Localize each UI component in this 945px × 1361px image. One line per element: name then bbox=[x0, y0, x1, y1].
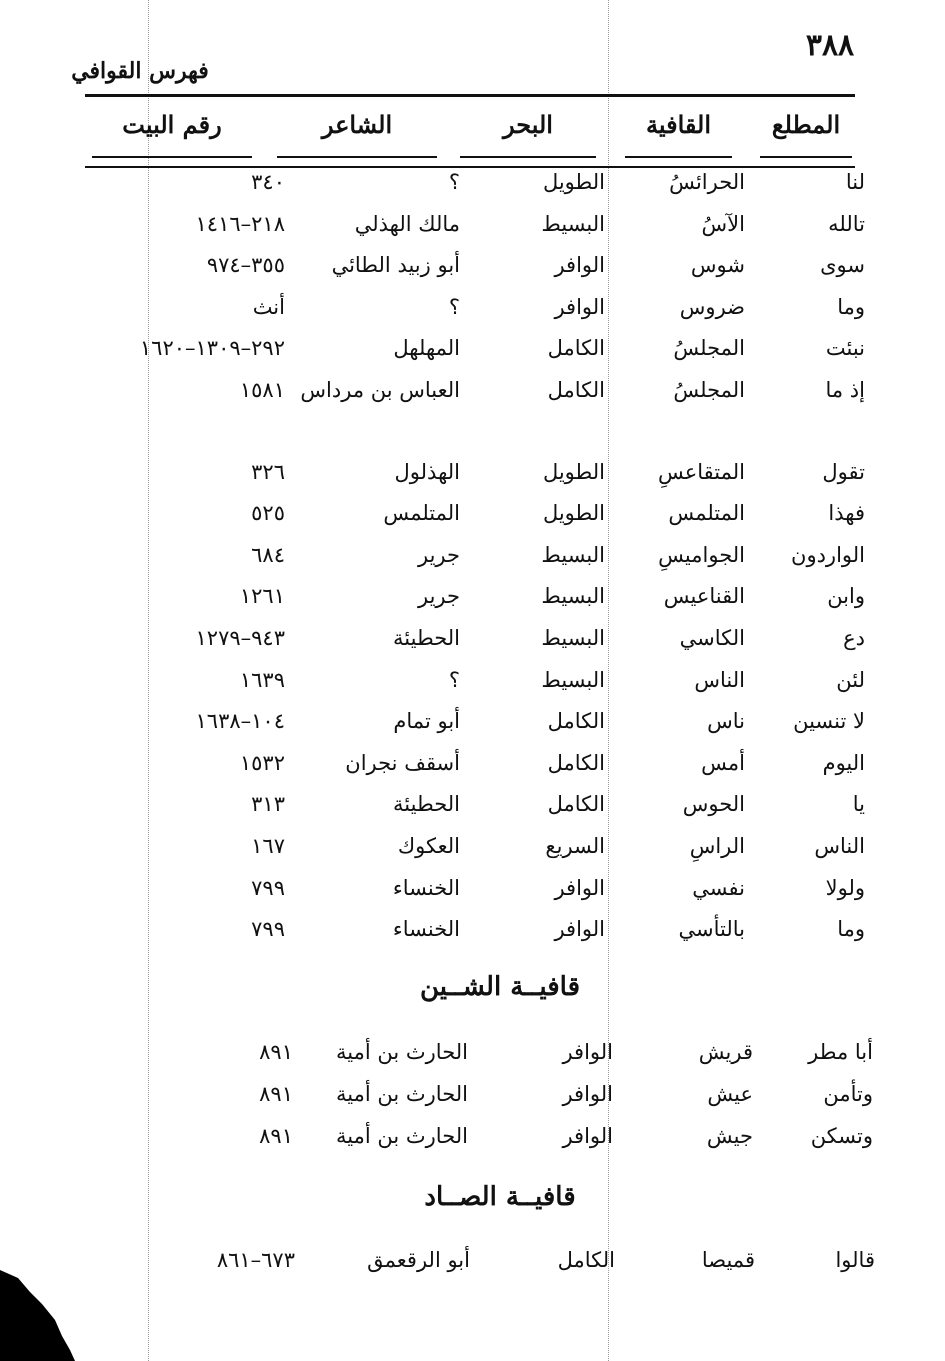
cell-shaer: جرير bbox=[418, 584, 460, 609]
table-row bbox=[0, 535, 945, 575]
cell-qafia: شوس bbox=[690, 253, 745, 278]
table-row bbox=[0, 162, 945, 202]
cell-bahr: الكامل bbox=[557, 1248, 615, 1272]
cell-bahr: البسيط bbox=[541, 542, 605, 567]
cell-raqm: ٣١٣ bbox=[251, 792, 285, 817]
cell-shaer: أبو الرقعمق bbox=[367, 1248, 470, 1272]
column-header-shaer: الشاعر bbox=[277, 110, 437, 150]
cell-qafia: الكاسي bbox=[679, 626, 745, 650]
table-row bbox=[0, 287, 945, 327]
cell-matla: نبئت bbox=[825, 336, 865, 361]
cell-qafia: الناس bbox=[694, 667, 745, 692]
cell-qafia: الحوس bbox=[682, 792, 745, 817]
cell-matla: تالله bbox=[828, 211, 865, 236]
cell-raqm: ١٠٤–١٦٣٨ bbox=[195, 709, 285, 734]
cell-qafia: المجلسُ bbox=[673, 336, 745, 361]
cell-bahr: الطويل bbox=[542, 501, 605, 526]
cell-shaer: الحارث بن أمية bbox=[336, 1040, 468, 1064]
cell-shaer: ؟ bbox=[448, 170, 460, 194]
cell-matla: تقول bbox=[822, 459, 865, 484]
column-header-bahr: البحر bbox=[460, 110, 596, 150]
cell-bahr: الكامل bbox=[547, 792, 605, 817]
cell-shaer: العباس بن مرداس bbox=[300, 378, 460, 402]
column-header-qafia: القافية bbox=[625, 110, 732, 150]
cell-bahr: الكامل bbox=[547, 709, 605, 734]
cell-raqm: ٨٩١ bbox=[259, 1124, 293, 1148]
cell-shaer: ؟ bbox=[448, 667, 460, 692]
cell-raqm: ٢٩٢–١٣٠٩–١٦٢٠ bbox=[139, 336, 285, 361]
cell-shaer: الحطيئة bbox=[393, 792, 460, 817]
cell-qafia: ناس bbox=[707, 709, 745, 734]
cell-matla: وتأمن bbox=[823, 1082, 873, 1106]
cell-bahr: الوافر bbox=[562, 1082, 613, 1106]
cell-matla: سوى bbox=[820, 253, 865, 278]
cell-qafia: قريش bbox=[698, 1040, 753, 1064]
cell-qafia: ضروس bbox=[679, 294, 745, 319]
cell-qafia: الجواميسِ bbox=[658, 542, 745, 567]
cell-matla: يا bbox=[852, 792, 865, 817]
cell-qafia: القناعيس bbox=[663, 584, 745, 609]
cell-shaer: أبو تمام bbox=[393, 709, 460, 734]
cell-raqm: ٧٩٩ bbox=[251, 875, 285, 900]
cell-shaer: المهلهل bbox=[393, 336, 460, 361]
section-title: قافيــة الصــاد bbox=[424, 1182, 576, 1212]
cell-bahr: البسيط bbox=[541, 211, 605, 236]
cell-shaer: ؟ bbox=[448, 294, 460, 319]
cell-matla: ولولا bbox=[825, 875, 865, 900]
cell-matla: فهذا bbox=[828, 501, 865, 526]
header-rule bbox=[85, 94, 855, 97]
cell-bahr: الكامل bbox=[547, 378, 605, 402]
cell-bahr: الوافر bbox=[554, 294, 605, 319]
cell-shaer: جرير bbox=[418, 542, 460, 567]
cell-raqm: ٩٤٣–١٢٧٩ bbox=[195, 626, 285, 650]
cell-bahr: الوافر bbox=[554, 253, 605, 278]
cell-bahr: الوافر bbox=[562, 1124, 613, 1148]
cell-raqm: ١٦٣٩ bbox=[239, 667, 285, 692]
cell-shaer: الحارث بن أمية bbox=[336, 1124, 468, 1148]
cell-matla: أبا مطر bbox=[808, 1040, 873, 1064]
cell-bahr: السريع bbox=[545, 834, 605, 858]
cell-qafia: الحرائسُ bbox=[669, 170, 745, 194]
running-title: فهرس القوافي bbox=[71, 58, 209, 84]
cell-matla: لنا bbox=[845, 170, 865, 194]
cell-bahr: الوافر bbox=[554, 875, 605, 900]
cell-shaer: الحارث بن أمية bbox=[336, 1082, 468, 1106]
cell-raqm: أنث bbox=[252, 294, 285, 319]
table-row bbox=[0, 701, 945, 741]
cell-raqm: ١٦٧ bbox=[251, 834, 285, 858]
cell-matla: لا تنسين bbox=[793, 709, 865, 734]
cell-matla: وابن bbox=[827, 584, 865, 609]
table-row bbox=[0, 1032, 945, 1072]
table-row bbox=[0, 909, 945, 949]
cell-matla: اليوم bbox=[822, 750, 865, 775]
cell-bahr: الطويل bbox=[542, 459, 605, 484]
cell-matla: قالوا bbox=[835, 1248, 875, 1272]
cell-matla: دع bbox=[843, 626, 865, 650]
cell-qafia: عيش bbox=[707, 1082, 753, 1106]
cell-bahr: البسيط bbox=[541, 584, 605, 609]
table-row bbox=[0, 1240, 945, 1280]
cell-bahr: الطويل bbox=[542, 170, 605, 194]
table-row bbox=[0, 618, 945, 658]
cell-matla: وتسكن bbox=[810, 1124, 873, 1148]
cell-shaer: الخنساء bbox=[392, 917, 460, 942]
table-row bbox=[0, 245, 945, 285]
cell-shaer: أسقف نجران bbox=[345, 750, 460, 775]
cell-bahr: الكامل bbox=[547, 750, 605, 775]
table-row bbox=[0, 370, 945, 410]
cell-qafia: المتلمس bbox=[668, 501, 745, 526]
table-row bbox=[0, 328, 945, 368]
cell-raqm: ٣٤٠ bbox=[251, 170, 285, 194]
cell-raqm: ٢١٨–١٤١٦ bbox=[195, 211, 285, 236]
cell-shaer: العكوك bbox=[397, 834, 460, 858]
cell-qafia: الآسُ bbox=[701, 211, 745, 236]
cell-qafia: قميصا bbox=[701, 1248, 755, 1272]
table-row bbox=[0, 743, 945, 783]
cell-raqm: ١٥٨١ bbox=[239, 378, 285, 402]
cell-shaer: مالك الهذلي bbox=[354, 211, 460, 236]
table-row bbox=[0, 1116, 945, 1156]
cell-qafia: جيش bbox=[706, 1124, 753, 1148]
cell-bahr: البسيط bbox=[541, 626, 605, 650]
cell-matla: وما bbox=[837, 917, 865, 942]
cell-bahr: الوافر bbox=[562, 1040, 613, 1064]
cell-raqm: ٧٩٩ bbox=[251, 917, 285, 942]
cell-qafia: المتقاعسِ bbox=[657, 459, 745, 484]
cell-shaer: أبو زبيد الطائي bbox=[331, 253, 460, 278]
cell-raqm: ٦٧٣–٨٦١ bbox=[216, 1248, 295, 1272]
table-row bbox=[0, 784, 945, 824]
cell-raqm: ٣٥٥–٩٧٤ bbox=[206, 253, 285, 278]
cell-matla: وما bbox=[837, 294, 865, 319]
column-header-raqm: رقم البيت bbox=[92, 110, 252, 150]
cell-qafia: نفسي bbox=[692, 875, 745, 900]
cell-raqm: ٨٩١ bbox=[259, 1082, 293, 1106]
cell-shaer: الخنساء bbox=[392, 875, 460, 900]
cell-raqm: ٥٢٥ bbox=[251, 501, 285, 526]
table-row bbox=[0, 660, 945, 700]
column-header-matla: المطلع bbox=[760, 110, 852, 150]
cell-shaer: الحطيئة bbox=[393, 626, 460, 650]
cell-shaer: المتلمس bbox=[383, 501, 460, 526]
cell-matla: لئن bbox=[836, 667, 865, 692]
cell-matla: الناس bbox=[814, 834, 865, 858]
cell-qafia: المجلسُ bbox=[673, 378, 745, 402]
scan-corner-shadow bbox=[0, 1270, 80, 1361]
cell-matla: الواردون bbox=[791, 542, 865, 567]
cell-bahr: الكامل bbox=[547, 336, 605, 361]
cell-qafia: أمس bbox=[701, 750, 745, 775]
table-row bbox=[0, 204, 945, 244]
table-row bbox=[0, 493, 945, 533]
cell-bahr: الوافر bbox=[554, 917, 605, 942]
cell-raqm: ١٥٣٢ bbox=[239, 750, 285, 775]
table-row bbox=[0, 826, 945, 866]
cell-raqm: ٦٨٤ bbox=[251, 542, 285, 567]
cell-bahr: البسيط bbox=[541, 667, 605, 692]
table-row bbox=[0, 868, 945, 908]
page-number: ٣٨٨ bbox=[805, 28, 855, 63]
cell-qafia: الراسِ bbox=[689, 834, 745, 858]
cell-matla: إذ ما bbox=[825, 378, 865, 402]
cell-shaer: الهذلول bbox=[394, 459, 460, 484]
table-row bbox=[0, 452, 945, 492]
table-row bbox=[0, 576, 945, 616]
section-title: قافيــة الشــين bbox=[419, 972, 581, 1002]
cell-qafia: بالتأسي bbox=[678, 917, 745, 942]
cell-raqm: ٨٩١ bbox=[259, 1040, 293, 1064]
table-row bbox=[0, 1074, 945, 1114]
cell-raqm: ٣٢٦ bbox=[251, 459, 285, 484]
cell-raqm: ١٢٦١ bbox=[239, 584, 285, 609]
